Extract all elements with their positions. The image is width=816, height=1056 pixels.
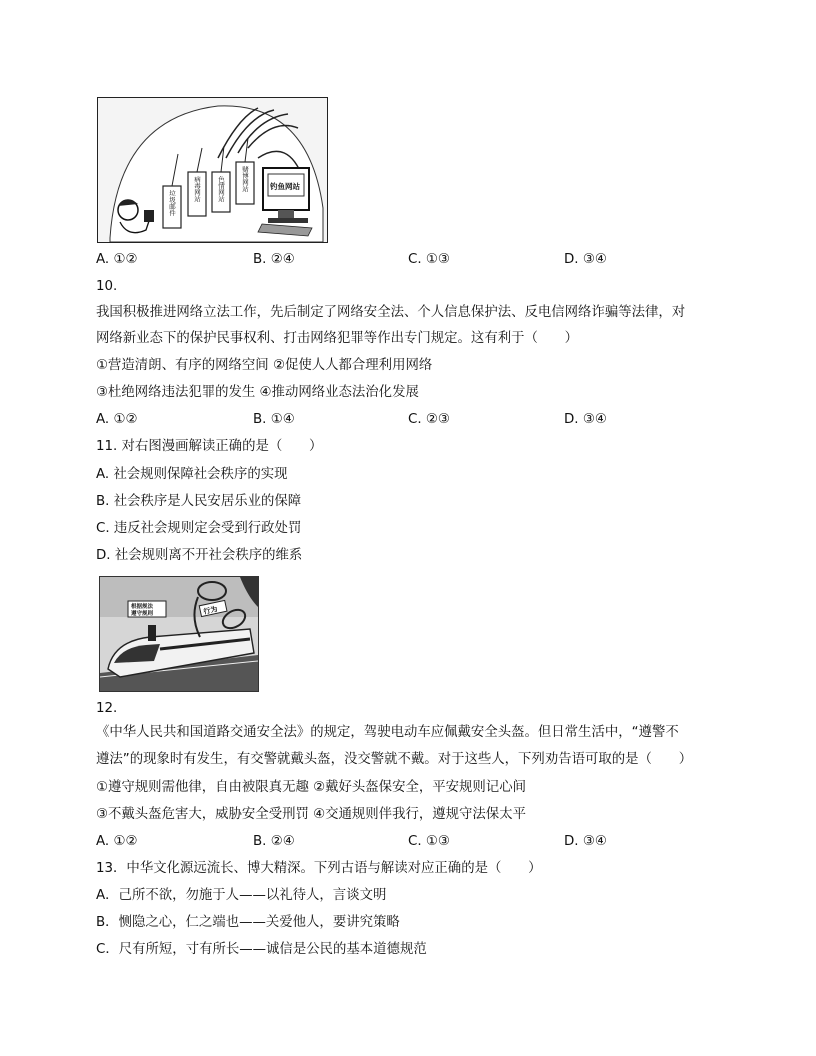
q11-option-a[interactable]: A. 社会规则保障社会秩序的实现	[96, 467, 288, 482]
q10-stem-line1: 我国积极推进网络立法工作，先后制定了网络安全法、个人信息保护法、反电信网络诈骗等法律，对	[96, 305, 686, 320]
sign-text-1: 垃圾邮件	[168, 190, 176, 216]
q11-option-b[interactable]: B. 社会秩序是人民安居乐业的保障	[96, 494, 302, 509]
q10-option-c[interactable]: C. ②③	[408, 412, 450, 427]
q10-number: 10.	[96, 279, 118, 294]
q12-option-b[interactable]: B. ②④	[253, 834, 295, 849]
q12-stem-line2: 遵法”的现象时有发生，有交警就戴头盔，没交警就不戴。对于这些人，下列劝告语可取的是（ ）	[96, 752, 693, 767]
network-cartoon-figure	[97, 97, 328, 243]
sign-text-2: 病毒网站	[193, 176, 201, 202]
q11-option-c[interactable]: C. 违反社会规则定会受到行政处罚	[96, 521, 302, 536]
q10-option-a[interactable]: A. ①②	[96, 412, 138, 427]
q9-option-c[interactable]: C. ①③	[408, 252, 450, 267]
q10-statements-line2: ③杜绝网络违法犯罪的发生 ④推动网络业态法治化发展	[96, 385, 419, 400]
q9-option-b[interactable]: B. ②④	[253, 252, 295, 267]
q12-stem-line1: 《中华人民共和国道路交通安全法》的规定，驾驶电动车应佩戴安全头盔。但日常生活中，“遵警不	[96, 725, 679, 740]
q13-option-b[interactable]: B．恻隐之心，仁之端也——关爱他人，要讲究策略	[96, 915, 400, 930]
monitor-text: 钓鱼网站	[270, 182, 300, 191]
q9-option-d[interactable]: D. ③④	[564, 252, 607, 267]
q12-option-d[interactable]: D. ③④	[564, 834, 607, 849]
q11-option-d[interactable]: D. 社会规则离不开社会秩序的维系	[96, 548, 303, 563]
q12-number: 12.	[96, 701, 118, 716]
sign-text-3: 色情网站	[217, 176, 225, 202]
lasso-text: 行为	[202, 605, 219, 616]
q9-option-a[interactable]: A. ①②	[96, 252, 138, 267]
q13-stem: 13．中华文化源远流长、博大精深。下列古语与解读对应正确的是（ ）	[96, 861, 542, 876]
q12-option-c[interactable]: C. ①③	[408, 834, 450, 849]
train-cartoon-drawing	[100, 577, 258, 691]
q12-option-a[interactable]: A. ①②	[96, 834, 138, 849]
q11-stem: 11. 对右图漫画解读正确的是（ ）	[96, 439, 323, 454]
rule-sign-line2: 遵守规则	[131, 611, 154, 617]
rule-sign-line1: 根据规法	[131, 604, 154, 610]
q10-option-b[interactable]: B. ①④	[253, 412, 295, 427]
network-cartoon-drawing	[98, 98, 327, 242]
phone	[144, 210, 154, 222]
q13-option-a[interactable]: A．己所不欲，勿施于人——以礼待人，言谈文明	[96, 888, 387, 903]
q10-option-d[interactable]: D. ③④	[564, 412, 607, 427]
q13-option-c[interactable]: C．尺有所短，寸有所长——诚信是公民的基本道德规范	[96, 942, 427, 957]
sign-text-4: 赌博网站	[241, 166, 249, 192]
train-cartoon-figure	[99, 576, 259, 692]
q12-statements-line1: ①遵守规则需他律，自由被限真无趣 ②戴好头盔保安全，平安规则记心间	[96, 780, 526, 795]
q10-stem-line2: 网络新业态下的保护民事权利、打击网络犯罪等作出专门规定。这有利于（ ）	[96, 331, 579, 346]
q10-statements-line1: ①营造清朗、有序的网络空间 ②促使人人都合理利用网络	[96, 358, 433, 373]
q12-statements-line2: ③不戴头盔危害大，威胁安全受刑罚 ④交通规则伴我行，遵规守法保太平	[96, 807, 526, 822]
